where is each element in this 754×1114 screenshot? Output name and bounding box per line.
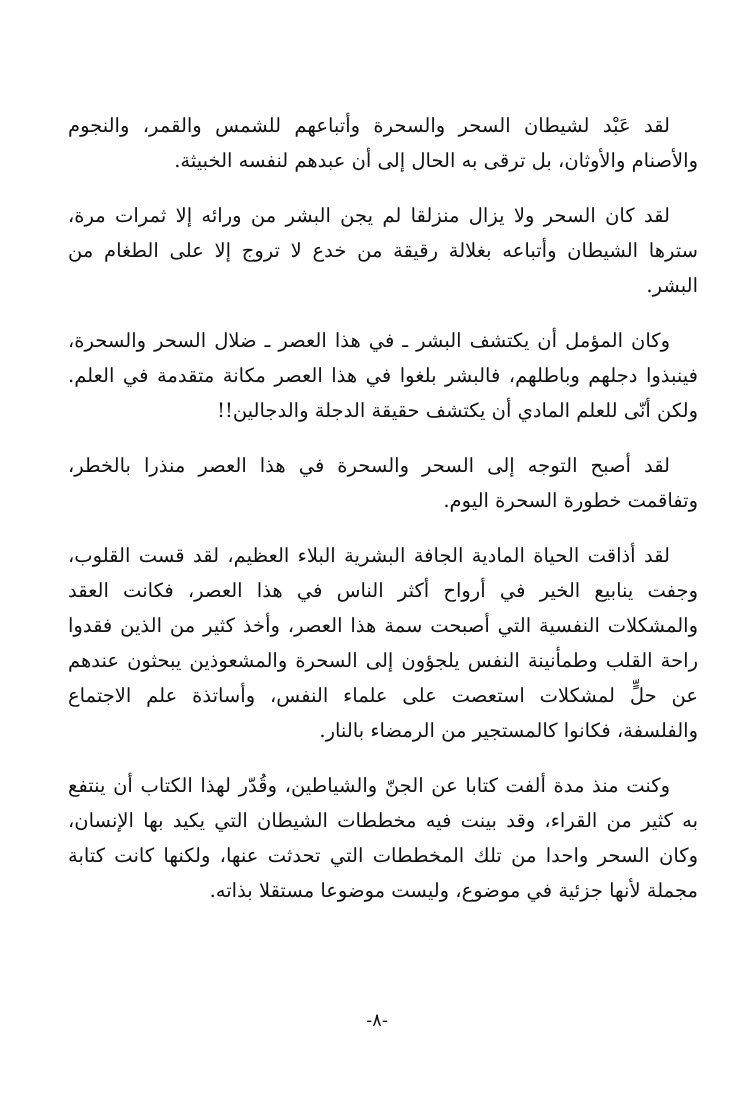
page-number: -٨- — [366, 1010, 388, 1031]
page-body — [68, 108, 698, 928]
paragraph-4: لقد أصبح التوجه إلى السحر والسحرة في هذا العصر منذرا بالخطر، وتفاقمت خطورة السحرة اليوم. — [68, 454, 698, 512]
paragraph-2: لقد كان السحر ولا يزال منزلقا لم يجن البشر من ورائه إلا ثمرات مرة، سترها الشيطان وأتباعه بغلالة رقيقة من خدع لا تروج إلا على الطغام من البشر. — [68, 204, 698, 297]
paragraph-5: لقد أذاقت الحياة المادية الجافة البشرية البلاء العظيم، لقد قست القلوب، وجفت ينابيع الخير في أرواح أكثر الناس في هذا العصر، فكانت العقد والمشكلات النفسية التي أصبحت سمة هذا العصر، وأخذ كثير من الذين فقدوا راحة القلب وطمأنينة النفس يلجؤون إلى السحرة والمشعوذين يبحثون عندهم عن حلٍّ لمشكلات استعصت على علماء النفس، وأساتذة علم الاجتماع والفلسفة، فكانوا كالمستجير من الرمضاء بالنار. — [68, 544, 698, 742]
paragraph-6: وكنت منذ مدة ألفت كتابا عن الجنّ والشياطين، وقُدّر لهذا الكتاب أن ينتفع به كثير من القراء، وقد بينت فيه مخططات الشيطان التي يكيد بها الإنسان، وكان السحر واحدا من تلك المخططات التي تحدثت عنها، ولكنها كانت كتابة مجملة لأنها جزئية في موضوع، وليست موضوعا مستقلا بذاته. — [68, 774, 698, 902]
paragraph-3: وكان المؤمل أن يكتشف البشر ـ في هذا العصر ـ ضلال السحر والسحرة، فينبذوا دجلهم وباطلهم، فالبشر بلغوا في هذا العصر مكانة متقدمة في العلم. ولكن أنّى للعلم المادي أن يكتشف حقيقة الدجلة والدجالين!! — [68, 329, 698, 422]
paragraph-1: لقد عَبْد لشيطان السحر والسحرة وأتباعهم للشمس والقمر، والنجوم والأصنام والأوثان، بل ترقى به الحال إلى أن عبدهم لنفسه الخبيثة. — [68, 114, 698, 172]
